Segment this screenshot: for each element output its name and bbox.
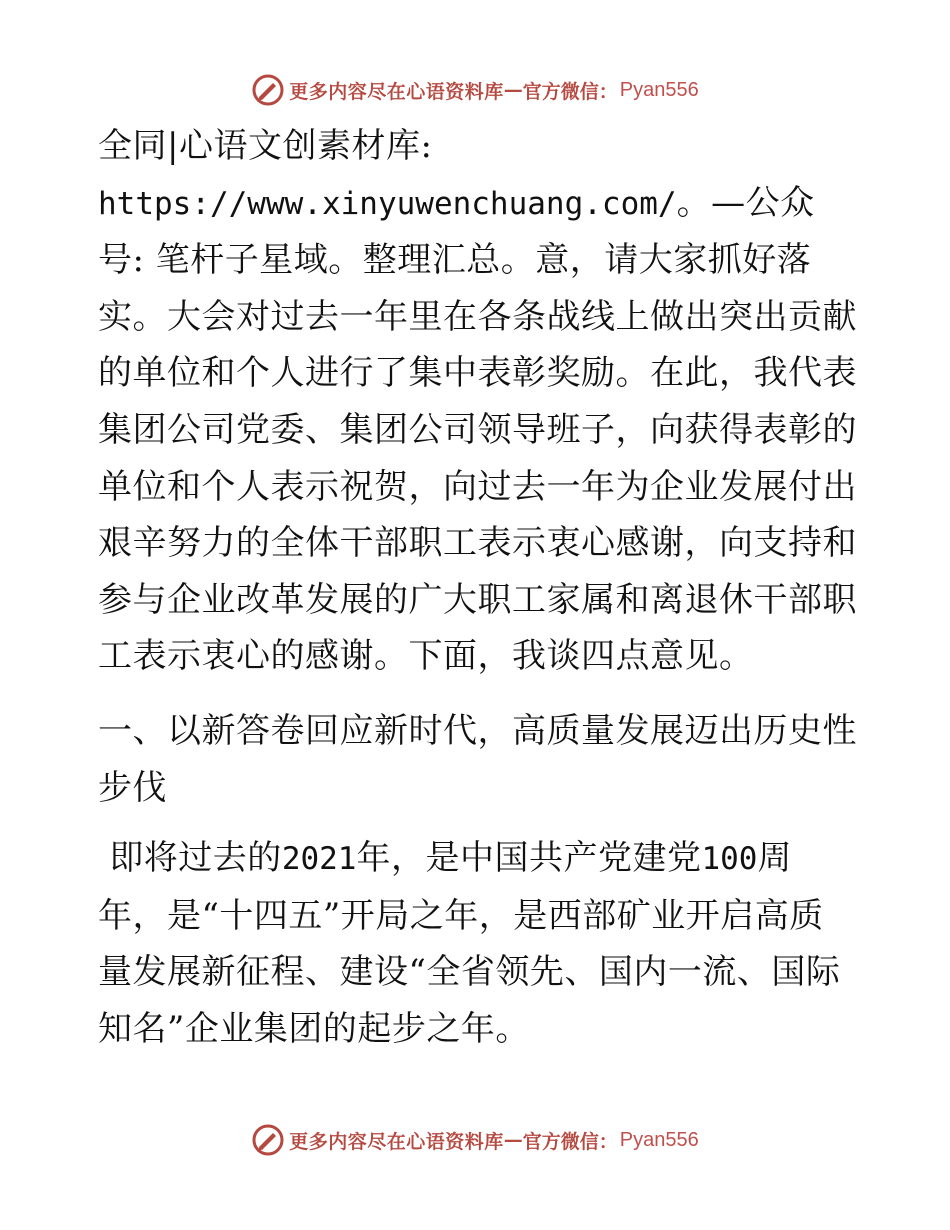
para-text-c: 周年，是“十四五”开局之年，是西部矿业开启高质量发展新征程、建设“全省领先、国内一流、国际知名”企业集团的起步之年。 [98,838,841,1049]
pen-logo-icon [251,73,285,107]
section-heading: 一、以新答卷回应新时代，高质量发展迈出历史性步伐 [98,710,857,808]
header-watermark [0,70,950,110]
intro-prefix: 全同|心语文创素材库: [98,126,433,166]
banner-official-label: 官方微信： [522,80,618,103]
document-body [98,118,858,1058]
year-number: 2021 [281,841,357,878]
banner-main-text: 更多内容尽在心语资料库 [289,1130,504,1153]
banner-wechat-id: Pyan556 [619,1128,699,1151]
anniversary-number: 100 [701,841,758,878]
para-text-a: 即将过去的 [109,838,282,879]
body-paragraph [98,830,858,1057]
banner-wechat-id: Pyan556 [619,78,699,101]
banner-separator: — [503,1129,523,1151]
banner-official-label: 官方微信： [522,1130,618,1153]
footer-watermark [0,1120,950,1160]
intro-paragraph [98,118,858,685]
source-url: https://www.xinyuwenchuang.com/ [98,185,677,222]
intro-text: 。—公众号: 笔杆子星域。整理汇总。意，请大家抓好落实。大会对过去一年里在各条战线上做出突出贡献的单位和个人进行了集中表彰奖励。在此，我代表集团公司党委、集团公司领导班子，向获得表彰的单位和个人表示祝贺，向过去一年为企业发展付出艰辛努力的全体干部职工表示衷心感谢，向支持和参与企业改革发展的广大职工家属和离退休干部职工表示衷心的感谢。下面，我谈四点意见。 [98,182,857,677]
banner-main-text: 更多内容尽在心语资料库 [289,80,504,103]
banner-separator: — [503,79,523,101]
pen-logo-icon [251,1123,285,1157]
para-text-b: 年，是中国共产党建党 [356,838,702,879]
